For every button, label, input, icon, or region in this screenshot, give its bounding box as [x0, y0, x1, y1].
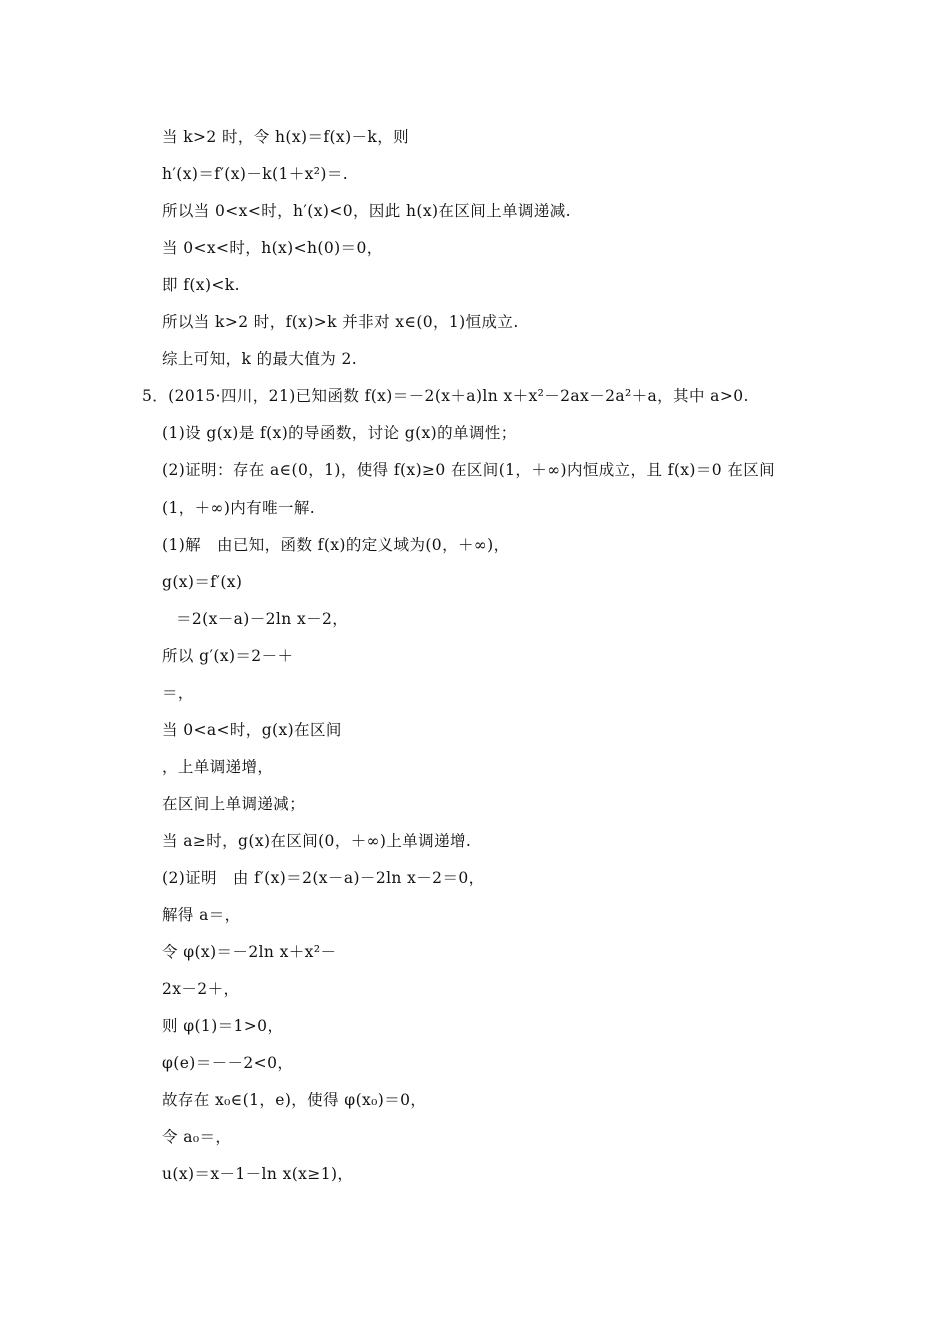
solution-part-1-heading: (1)解 由已知，函数 f(x)的定义域为(0，＋∞)，	[162, 536, 510, 554]
text-line: 故存在 x₀∈(1，e)，使得 φ(x₀)＝0，	[162, 1091, 427, 1109]
text-line: u(x)＝x－1－ln x(x≥1)，	[162, 1165, 354, 1183]
text-line: 解得 a＝，	[162, 906, 241, 924]
problem-statement: 5．(2015·四川，21)已知函数 f(x)＝－2(x＋a)ln x＋x²－2ax－2a²＋a，其中 a>0.	[142, 387, 749, 405]
text-line: 令 φ(x)＝－2ln x＋x²－	[162, 943, 337, 961]
text-line: 即 f(x)<k.	[162, 276, 240, 294]
text-line: ＝，	[162, 684, 194, 702]
text-line: 所以当 k>2 时，f(x)>k 并非对 x∈(0，1)恒成立.	[162, 313, 519, 331]
text-line: 当 0<x<时，h(x)<h(0)＝0，	[162, 239, 383, 257]
text-line: 在区间上单调递减；	[162, 795, 306, 813]
text-line: 综上可知，k 的最大值为 2.	[162, 350, 358, 368]
text-line: 2x－2＋，	[162, 980, 240, 998]
text-line: ，上单调递增，	[162, 758, 274, 776]
text-line: φ(e)＝－－2<0，	[162, 1054, 294, 1072]
text-line: 令 a₀＝，	[162, 1128, 232, 1146]
text-line: 当 a≥时，g(x)在区间(0，＋∞)上单调递增.	[162, 832, 472, 850]
problem-part-2: (2)证明：存在 a∈(0，1)，使得 f(x)≥0 在区间(1，＋∞)内恒成立，且 f(x)＝0 在区间	[162, 461, 776, 479]
text-line: h′(x)＝f′(x)－k(1＋x²)＝.	[162, 165, 349, 183]
text-line: 则 φ(1)＝1>0，	[162, 1017, 284, 1035]
solution-part-2-heading: (2)证明 由 f′(x)＝2(x－a)－2ln x－2＝0，	[162, 869, 485, 887]
text-line: 所以 g′(x)＝2－＋	[162, 647, 294, 665]
problem-part-1: (1)设 g(x)是 f(x)的导函数，讨论 g(x)的单调性；	[162, 424, 517, 442]
text-line: g(x)＝f′(x)	[162, 573, 243, 591]
text-line: (1，＋∞)内有唯一解.	[162, 499, 316, 517]
text-line: ＝2(x－a)－2ln x－2，	[176, 610, 349, 628]
text-line: 当 k>2 时，令 h(x)＝f(x)－k，则	[162, 128, 410, 146]
text-line: 当 0<a<时，g(x)在区间	[162, 721, 342, 739]
text-line: 所以当 0<x<时，h′(x)<0，因此 h(x)在区间上单调递减.	[162, 202, 571, 220]
